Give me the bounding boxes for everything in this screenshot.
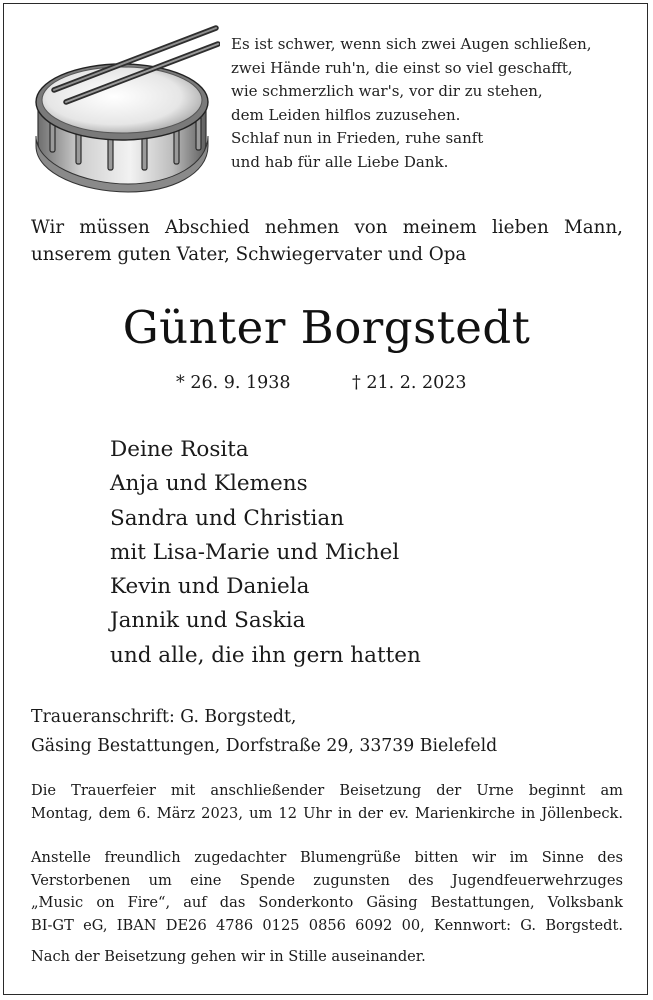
- closing-notice: [31, 946, 623, 969]
- poem-line: zwei Hände ruh'n, die einst so viel geschafft,: [231, 58, 573, 77]
- notice-line: „Music on Fire“, auf das Sonderkonto Gäsing Bestattungen, Volksbank: [31, 894, 623, 911]
- mourner-entry: Kevin und Daniela: [110, 574, 310, 600]
- mourners-list: [110, 433, 610, 673]
- mourner-entry: Jannik und Saskia: [110, 608, 306, 634]
- notice-line: Die Trauerfeier mit anschließender Beisetzung der Urne beginnt am: [31, 782, 623, 799]
- notice-line: BI-GT eG, IBAN DE26 4786 0125 0856 6092 00, Kennwort: G. Borgstedt.: [31, 916, 623, 934]
- poem-line: Es ist schwer, wenn sich zwei Augen schließen,: [231, 35, 592, 53]
- donation-notice: [31, 847, 623, 937]
- ceremony-notice: [31, 780, 623, 825]
- deceased-name: Günter Borgstedt: [122, 301, 531, 354]
- farewell-intro: [31, 214, 623, 268]
- birth-date: * 26. 9. 1938: [176, 373, 291, 393]
- poem-line: Schlaf nun in Frieden, ruhe sanft: [231, 129, 484, 148]
- mourner-entry: Deine Rosita: [110, 437, 249, 462]
- poem-line: und hab für alle Liebe Dank.: [231, 152, 449, 171]
- notice-line: Verstorbenen um eine Spende zugunsten des Jugendfeuerwehrzuges: [31, 871, 623, 889]
- notice-line: Nach der Beisetzung gehen wir in Stille auseinander.: [31, 948, 426, 965]
- intro-line: unserem guten Vater, Schwiegervater und Opa: [31, 244, 467, 265]
- mourner-entry: mit Lisa-Marie und Michel: [110, 539, 400, 565]
- notice-line: Anstelle freundlich zugedachter Blumengrüße bitten wir im Sinne des: [31, 849, 623, 866]
- poem-line: dem Leiden hilflos zuzusehen.: [231, 105, 461, 124]
- address-line: Traueranschrift: G. Borgstedt,: [31, 707, 297, 727]
- death-date: † 21. 2. 2023: [352, 373, 467, 393]
- memorial-poem: [231, 33, 631, 175]
- notice-line: Montag, dem 6. März 2023, um 12 Uhr in der ev. Marienkirche in Jöllenbeck.: [31, 804, 623, 822]
- mourner-entry: Sandra und Christian: [110, 505, 345, 531]
- mourner-entry: und alle, die ihn gern hatten: [110, 642, 421, 668]
- mourning-address: [31, 703, 631, 761]
- intro-line: Wir müssen Abschied nehmen von meinem lieben Mann,: [31, 217, 623, 238]
- mourner-entry: Anja und Klemens: [110, 471, 308, 497]
- poem-line: wie schmerzlich war's, vor dir zu stehen,: [231, 82, 543, 101]
- address-line: Gäsing Bestattungen, Dorfstraße 29, 33739 Bielefeld: [31, 736, 498, 756]
- snare-drum-icon: [24, 24, 220, 194]
